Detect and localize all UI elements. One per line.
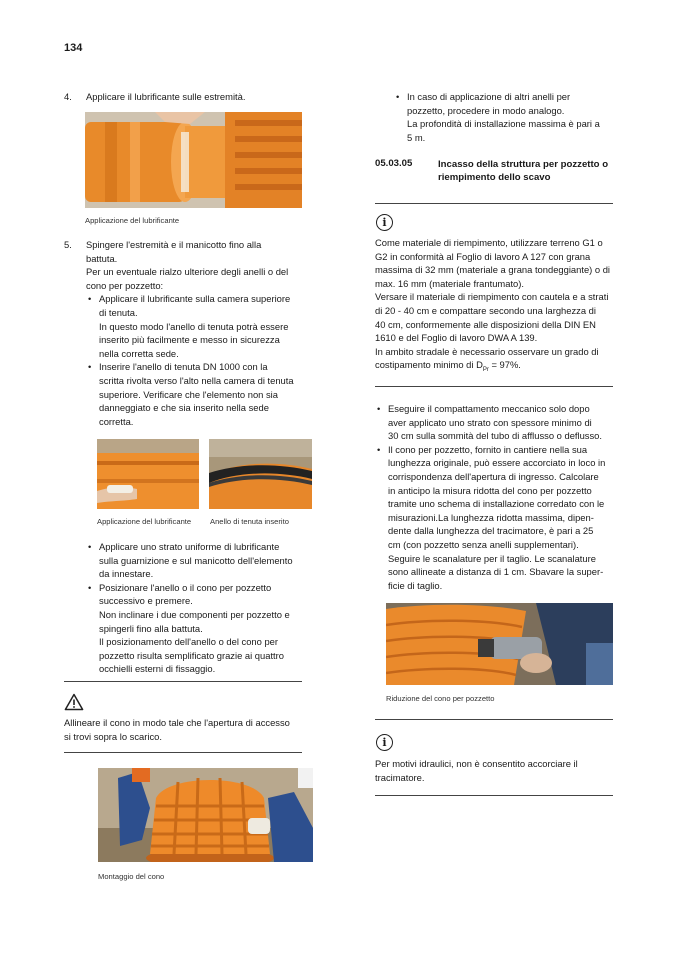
step-5-line: Per un eventuale rialzo ulteriore degli anelli o del xyxy=(86,266,289,278)
bullet-line: Non inclinare i due componenti per pozzetto e xyxy=(99,608,290,620)
step-5-line: cono per pozzetto: xyxy=(86,279,164,291)
bullet-line: dente dalla lunghezza del tracimatore, è pari a 25 xyxy=(388,525,594,537)
step-5 xyxy=(64,238,314,428)
bullet-line: • Applicare uno strato uniforme di lubrificante xyxy=(99,541,280,552)
photo-cone-assembly xyxy=(98,768,313,862)
warning-icon xyxy=(64,693,84,711)
bullet-line: • Eseguire il compattamento meccanico solo dopo xyxy=(388,403,590,414)
caption-lubricant-1: Applicazione del lubrificante xyxy=(85,216,180,225)
bullet-line: nella corretta sede. xyxy=(99,347,179,359)
step-4-number: 4. xyxy=(64,91,72,102)
list-item xyxy=(86,581,316,676)
info-line: tracimatore. xyxy=(375,771,425,783)
section-title-line: Incasso della struttura per pozzetto o xyxy=(438,159,609,170)
page-number: 134 xyxy=(64,42,83,54)
bullet-line: cm (con pozzetto senza anelli supplementari). xyxy=(388,538,579,550)
bullet-line: aver applicato uno strato con spessore minimo di xyxy=(388,416,592,428)
bullet-line: superiore. Verificare che l'elemento non sia xyxy=(99,388,278,400)
section-title-line: riempimento dello scavo xyxy=(438,172,551,183)
bullets-compaction xyxy=(375,402,620,592)
bullet-line: in anticipo la misura ridotta del cono per pozzetto xyxy=(388,484,592,496)
bullet-line: In questo modo l'anello di tenuta potrà essere xyxy=(99,320,289,332)
bullet-line: scritta rivolta verso l'alto nella camera di tenuta xyxy=(99,374,294,386)
list-item xyxy=(86,540,316,581)
bullet-line: spingerli fino alla battuta. xyxy=(99,622,203,634)
bullet-line: pozzetto, procedere in modo analogo. xyxy=(407,104,565,116)
bullet-line: inserito più facilmente e messo in sicurezza xyxy=(99,334,280,346)
bullet-line: tramite uno schema di installazione corredato con le xyxy=(388,498,605,510)
bullet-line: lunghezza originale, può essere accorciato in loco in xyxy=(388,457,606,469)
photo-lubricant-ring xyxy=(97,439,199,509)
bullet-line: Il posizionamento dell'anello o del cono per xyxy=(99,636,278,648)
step-5-line: battuta. xyxy=(86,252,118,264)
caption-cone-reduction: Riduzione del cono per pozzetto xyxy=(386,694,495,703)
bullet-line: occhielli esterni di fissaggio. xyxy=(99,663,216,675)
bullet-line: successivo e premere. xyxy=(99,595,193,607)
bullet-line: 5 m. xyxy=(407,131,426,143)
step-5-line: Spingere l'estremità e il manicotto fino alla xyxy=(86,239,262,250)
bullet-line: • Il cono per pozzetto, fornito in cantiere nella sua xyxy=(388,443,588,455)
bullet-line: misurazioni.La lunghezza ridotta massima, dipen- xyxy=(388,511,594,523)
info-line: di 20 - 40 cm e compattare secondo una larghezza di xyxy=(375,304,596,316)
section-number: 05.03.05 xyxy=(375,158,413,169)
info-line-last xyxy=(375,358,620,377)
divider xyxy=(375,719,613,720)
bullet-line: corretta. xyxy=(99,415,134,427)
caption-lubricant-2: Applicazione del lubrificante xyxy=(97,517,192,526)
photo-cone-reduction xyxy=(386,603,613,685)
bullet-line: ficie di taglio. xyxy=(388,579,443,591)
info-line: 1610 e del Foglio di lavoro DWA A 139. xyxy=(375,332,538,344)
bullet-line: Seguire le scanalature per il taglio. Le scanalature xyxy=(388,552,596,564)
info-icon: i xyxy=(376,734,393,751)
bullets-top-right xyxy=(378,90,618,144)
info-line: max. 16 mm (materiale frantumato). xyxy=(375,277,525,289)
info-line: massima di 32 mm (materiale a grana tondeggiante) o di xyxy=(375,264,611,276)
list-item xyxy=(86,292,314,360)
bullet-line: di tenuta. xyxy=(99,306,138,318)
info-overflow xyxy=(375,757,620,784)
bullet-line: La profondità di installazione massima è pari a xyxy=(407,118,600,130)
info-text: costipamento minimo di D xyxy=(375,359,483,371)
bullet-line: • Applicare il lubrificante sulla camera superiore xyxy=(99,293,291,305)
bullet-line: pozzetto risulta semplificato grazie ai quattro xyxy=(99,649,284,661)
divider xyxy=(375,386,613,387)
caption-seal-ring: Anello di tenuta inserito xyxy=(210,517,289,526)
info-line: Come materiale di riempimento, utilizzare terreno G1 o xyxy=(375,237,603,248)
bullet-line: • Inserire l'anello di tenuta DN 1000 con la xyxy=(99,361,268,373)
info-line: 40 cm, conformemente alle disposizioni della DIN EN xyxy=(375,318,596,330)
step-4-text: Applicare il lubrificante sulle estremità. xyxy=(86,91,246,102)
list-item xyxy=(375,402,620,443)
warning-text xyxy=(64,716,314,743)
divider xyxy=(64,681,302,682)
bullet-line: da innestare. xyxy=(99,568,154,580)
info-fill-material xyxy=(375,236,620,378)
divider xyxy=(375,795,613,796)
list-item xyxy=(86,360,314,428)
warning-line: si trovi sopra lo scarico. xyxy=(64,730,162,742)
bullet-line: • Posizionare l'anello o il cono per pozzetto xyxy=(99,581,272,593)
list-item xyxy=(394,90,618,144)
photo-lubricant-pipe xyxy=(85,112,302,208)
info-icon: i xyxy=(376,214,393,231)
bullet-line: danneggiato e che sia inserito nella sede xyxy=(99,402,269,414)
info-line: Versare il materiale di riempimento con cautela e a strati xyxy=(375,291,609,303)
bullets-assembly xyxy=(86,540,316,676)
bullet-line: sulla guarnizione e sul manicotto dell'elemento xyxy=(99,554,293,566)
caption-cone-assembly: Montaggio del cono xyxy=(98,872,165,881)
bullet-line: • In caso di applicazione di altri anelli per xyxy=(407,91,571,102)
bullet-line: 30 cm sulla sommità del tubo di afflusso o deflusso. xyxy=(388,430,602,442)
divider xyxy=(64,752,302,753)
step-4 xyxy=(64,90,304,104)
warning-line: Allineare il cono in modo tale che l'apertura di accesso xyxy=(64,717,290,728)
bullet-line: corrispondenza dell'apertura di ingresso. Calcolare xyxy=(388,470,599,482)
step-5-number: 5. xyxy=(64,239,72,250)
photo-seal-ring-inserted xyxy=(209,439,312,509)
info-line: In ambito stradale è necessario osservare un grado di xyxy=(375,345,599,357)
list-item xyxy=(375,443,620,593)
section-title xyxy=(438,158,618,184)
divider xyxy=(375,203,613,204)
info-line: Per motivi idraulici, non è consentito accorciare il xyxy=(375,758,578,769)
bullet-line: sono allineate a distanza di 1 cm. Sbavare la super- xyxy=(388,566,604,578)
step-5-bullets xyxy=(86,292,314,428)
info-text: = 97%. xyxy=(488,359,521,371)
info-line: G2 in conformità al Foglio di lavoro A 127 con grana xyxy=(375,250,591,262)
subscript: Pr xyxy=(482,367,489,374)
